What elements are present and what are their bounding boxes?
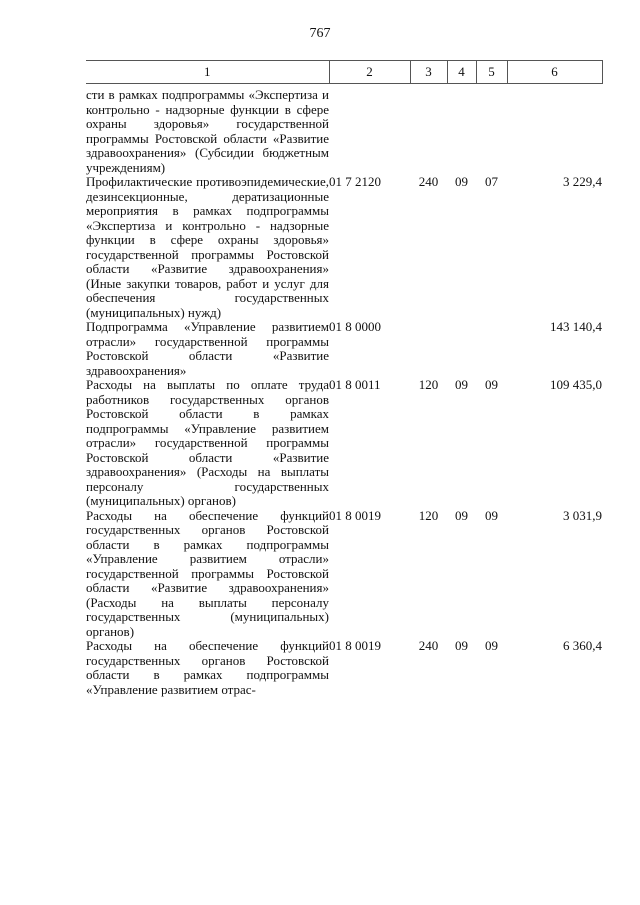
table-header bbox=[86, 61, 602, 84]
row-code: 01 8 0019 bbox=[329, 507, 381, 523]
budget-table bbox=[86, 60, 603, 697]
row-name: Расходы на обеспечение функций государственных органов Ростовской области в рамках подпрограммы «Управление развитием отрасли» государственной программы Ростовской области «Развитие здравоохранения» (Расходы на выплаты персоналу государственных (муниципальных) органов) bbox=[86, 507, 329, 639]
row-sum: 109 435,0 bbox=[550, 377, 602, 392]
row-name: Расходы на обеспечение функций государственных органов Ростовской области в рамках подпрограммы «Управление развитием отрас- bbox=[86, 638, 329, 697]
column-header-4: 4 bbox=[447, 61, 476, 84]
row-pr: 09 bbox=[485, 638, 498, 653]
row-code: 01 8 0000 bbox=[329, 319, 381, 334]
row-code: 01 7 2120 bbox=[329, 174, 381, 189]
table-row bbox=[86, 378, 602, 509]
row-name: Подпрограмма «Управление развитием отрасли» государственной программы Ростовской области «Развитие здравоохранения» bbox=[86, 319, 329, 378]
row-vr: 120 bbox=[418, 377, 439, 392]
row-code: 01 8 0019 bbox=[329, 638, 381, 653]
row-name: Профилактические противоэпидемические, дезинсекционные, дератизационные мероприятия в рамках подпрограммы «Экспертиза и контрольно - надзорные функции в сфере охраны здоровья» государственной программы Ростовской области «Развитие здравоохранения» (Иные закупки товаров, работ и услуг для обеспечения государственных (муниципальных) нужд) bbox=[86, 174, 329, 320]
row-pr: 07 bbox=[485, 174, 498, 189]
row-sum: 143 140,4 bbox=[550, 319, 602, 334]
row-rz: 09 bbox=[455, 377, 468, 392]
row-sum: 6 360,4 bbox=[563, 638, 602, 653]
row-name: сти в рамках подпрограммы «Экспертиза и контрольно - надзорные функции в сфере охраны здоровья» государственной программы Ростовской области «Развитие здравоохранения» (Субсидии бюджетным учреждениям) bbox=[86, 87, 329, 175]
row-name: Расходы на выплаты по оплате труда работников государственных органов Ростовской области в рамках подпрограммы «Управление развитием отрасли» государственной программы Ростовской области «Развитие здравоохранения» (Расходы на выплаты персоналу государственных (муниципальных) органов) bbox=[86, 377, 329, 508]
column-header-2: 2 bbox=[329, 61, 410, 84]
row-pr bbox=[476, 320, 507, 378]
row-rz: 09 bbox=[455, 638, 468, 653]
row-code: 01 8 0011 bbox=[329, 377, 381, 392]
table-row bbox=[86, 639, 602, 697]
row-sum: 3 229,4 bbox=[563, 174, 602, 189]
column-header-3: 3 bbox=[410, 61, 447, 84]
row-sum: 3 031,9 bbox=[563, 507, 602, 523]
row-vr: 240 bbox=[418, 638, 439, 653]
row-rz bbox=[447, 320, 476, 378]
row-rz bbox=[447, 84, 476, 176]
header-row bbox=[86, 61, 602, 84]
row-sum bbox=[507, 84, 602, 176]
table-row bbox=[86, 84, 602, 176]
row-vr bbox=[410, 84, 447, 176]
row-rz: 09 bbox=[455, 174, 468, 189]
table-row bbox=[86, 509, 602, 640]
row-vr: 120 bbox=[418, 507, 439, 523]
row-pr: 09 bbox=[485, 377, 498, 392]
table-body bbox=[86, 84, 602, 698]
row-vr: 240 bbox=[418, 174, 439, 189]
page-number: 767 bbox=[309, 26, 331, 41]
column-header-6: 6 bbox=[507, 61, 602, 84]
row-pr bbox=[476, 84, 507, 176]
table-row bbox=[86, 175, 602, 320]
row-pr: 09 bbox=[485, 507, 498, 523]
column-header-5: 5 bbox=[476, 61, 507, 84]
row-vr bbox=[410, 320, 447, 378]
row-rz: 09 bbox=[455, 507, 468, 523]
column-header-1: 1 bbox=[86, 61, 329, 84]
row-code bbox=[329, 84, 410, 176]
table-row bbox=[86, 320, 602, 378]
